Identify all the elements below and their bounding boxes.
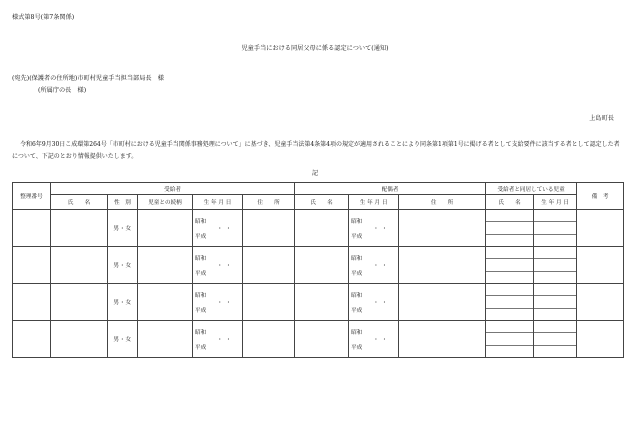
recipient-sex-cell[interactable]: 男・女 bbox=[108, 321, 138, 358]
date-dots: ・・ bbox=[373, 337, 391, 343]
date-dots: ・・ bbox=[217, 263, 235, 269]
remarks-cell[interactable] bbox=[577, 210, 624, 247]
spouse-dob-cell[interactable] bbox=[349, 284, 399, 321]
recipient-address-cell[interactable] bbox=[243, 247, 295, 284]
recipient-address-cell[interactable] bbox=[243, 284, 295, 321]
recipient-address-cell[interactable] bbox=[243, 321, 295, 358]
recipient-dob-cell[interactable] bbox=[193, 210, 243, 247]
header-remarks: 備 考 bbox=[577, 183, 624, 210]
recipient-dob-cell[interactable] bbox=[193, 284, 243, 321]
spouse-dob-cell[interactable] bbox=[349, 321, 399, 358]
era-heisei: 平成 bbox=[351, 345, 363, 351]
child-name-cell[interactable] bbox=[486, 321, 534, 358]
header-reg-no: 整理番号 bbox=[13, 183, 51, 210]
child-name-cell[interactable] bbox=[486, 247, 534, 284]
recipient-address-cell[interactable] bbox=[243, 210, 295, 247]
spouse-name-cell[interactable] bbox=[295, 284, 349, 321]
sender: 上島町長 bbox=[589, 115, 614, 122]
date-dots: ・・ bbox=[373, 226, 391, 232]
spouse-name-cell[interactable] bbox=[295, 247, 349, 284]
era-heisei: 平成 bbox=[351, 271, 363, 277]
spouse-dob-cell[interactable] bbox=[349, 247, 399, 284]
recipient-name-cell[interactable] bbox=[51, 284, 108, 321]
recipient-sex-cell[interactable]: 男・女 bbox=[108, 210, 138, 247]
relation-cell[interactable] bbox=[138, 210, 193, 247]
era-showa: 昭和 bbox=[195, 219, 207, 225]
era-heisei: 平成 bbox=[195, 345, 207, 351]
child-name-cell[interactable] bbox=[486, 284, 534, 321]
relation-cell[interactable] bbox=[138, 284, 193, 321]
era-showa: 昭和 bbox=[351, 256, 363, 262]
remarks-cell[interactable] bbox=[577, 247, 624, 284]
recipient-dob-cell[interactable] bbox=[193, 321, 243, 358]
child-dob-cell[interactable] bbox=[534, 321, 577, 358]
spouse-name-cell[interactable] bbox=[295, 321, 349, 358]
relation-cell[interactable] bbox=[138, 321, 193, 358]
date-dots: ・・ bbox=[373, 300, 391, 306]
recipient-sex-cell[interactable]: 男・女 bbox=[108, 247, 138, 284]
child-name-cell[interactable] bbox=[486, 210, 534, 247]
date-dots: ・・ bbox=[217, 226, 235, 232]
reg-no-cell[interactable] bbox=[13, 284, 51, 321]
ki-heading: 記 bbox=[311, 170, 319, 177]
date-dots: ・・ bbox=[373, 263, 391, 269]
header-spouse: 配偶者 bbox=[295, 183, 486, 195]
date-dots: ・・ bbox=[217, 337, 235, 343]
header-relation: 児童との続柄 bbox=[138, 195, 193, 210]
body-text: 令和6年9月30日こ成環第264号「市町村における児童手当関係事務処理について」に基づき、児童手当法第4条第4項の規定が適用されることにより同条第1項第1号に掲げる者として支給要件に該当する者として認定した者について、下記のとおり情報提供いたします。 bbox=[12, 141, 620, 160]
header-children: 受給者と同居している児童 bbox=[486, 183, 577, 195]
spouse-dob-cell[interactable] bbox=[349, 210, 399, 247]
header-child-dob: 生 年 月 日 bbox=[534, 195, 577, 210]
relation-cell[interactable] bbox=[138, 247, 193, 284]
table-row bbox=[13, 284, 624, 321]
era-heisei: 平成 bbox=[195, 308, 207, 314]
era-heisei: 平成 bbox=[351, 308, 363, 314]
era-heisei: 平成 bbox=[351, 234, 363, 240]
era-heisei: 平成 bbox=[195, 234, 207, 240]
addressee-line-2: (所属庁の長 様) bbox=[38, 87, 87, 94]
spouse-address-cell[interactable] bbox=[399, 247, 486, 284]
header-spouse-name: 氏 名 bbox=[295, 195, 349, 210]
child-dob-cell[interactable] bbox=[534, 210, 577, 247]
era-heisei: 平成 bbox=[195, 271, 207, 277]
reg-no-cell[interactable] bbox=[13, 247, 51, 284]
spouse-address-cell[interactable] bbox=[399, 284, 486, 321]
reg-no-cell[interactable] bbox=[13, 210, 51, 247]
era-showa: 昭和 bbox=[195, 330, 207, 336]
recipient-dob-cell[interactable] bbox=[193, 247, 243, 284]
era-showa: 昭和 bbox=[195, 256, 207, 262]
spouse-name-cell[interactable] bbox=[295, 210, 349, 247]
addressee-line-1: (宛先)(保護者の住所地)市町村児童手当担当部局長 様 bbox=[12, 75, 164, 82]
remarks-cell[interactable] bbox=[577, 284, 624, 321]
table-row bbox=[13, 210, 624, 247]
recipient-name-cell[interactable] bbox=[51, 321, 108, 358]
document-title: 児童手当における同居父母に係る認定について(通知) bbox=[241, 45, 389, 52]
header-recipient-address: 住 所 bbox=[243, 195, 295, 210]
table-row bbox=[13, 247, 624, 284]
recipient-sex-cell[interactable]: 男・女 bbox=[108, 284, 138, 321]
spouse-address-cell[interactable] bbox=[399, 321, 486, 358]
info-table bbox=[12, 182, 624, 358]
form-number: 様式第8号(第7条関係) bbox=[12, 14, 75, 21]
recipient-name-cell[interactable] bbox=[51, 210, 108, 247]
era-showa: 昭和 bbox=[351, 293, 363, 299]
table-row bbox=[13, 321, 624, 358]
era-showa: 昭和 bbox=[195, 293, 207, 299]
header-child-name: 氏 名 bbox=[486, 195, 534, 210]
spouse-address-cell[interactable] bbox=[399, 210, 486, 247]
header-recipient-dob: 生 年 月 日 bbox=[193, 195, 243, 210]
header-recipient-sex: 性 別 bbox=[108, 195, 138, 210]
header-recipient-name: 氏 名 bbox=[51, 195, 108, 210]
header-spouse-dob: 生 年 月 日 bbox=[349, 195, 399, 210]
recipient-name-cell[interactable] bbox=[51, 247, 108, 284]
remarks-cell[interactable] bbox=[577, 321, 624, 358]
date-dots: ・・ bbox=[217, 300, 235, 306]
header-recipient: 受給者 bbox=[51, 183, 295, 195]
reg-no-cell[interactable] bbox=[13, 321, 51, 358]
era-showa: 昭和 bbox=[351, 330, 363, 336]
era-showa: 昭和 bbox=[351, 219, 363, 225]
child-dob-cell[interactable] bbox=[534, 247, 577, 284]
header-spouse-address: 住 所 bbox=[399, 195, 486, 210]
child-dob-cell[interactable] bbox=[534, 284, 577, 321]
